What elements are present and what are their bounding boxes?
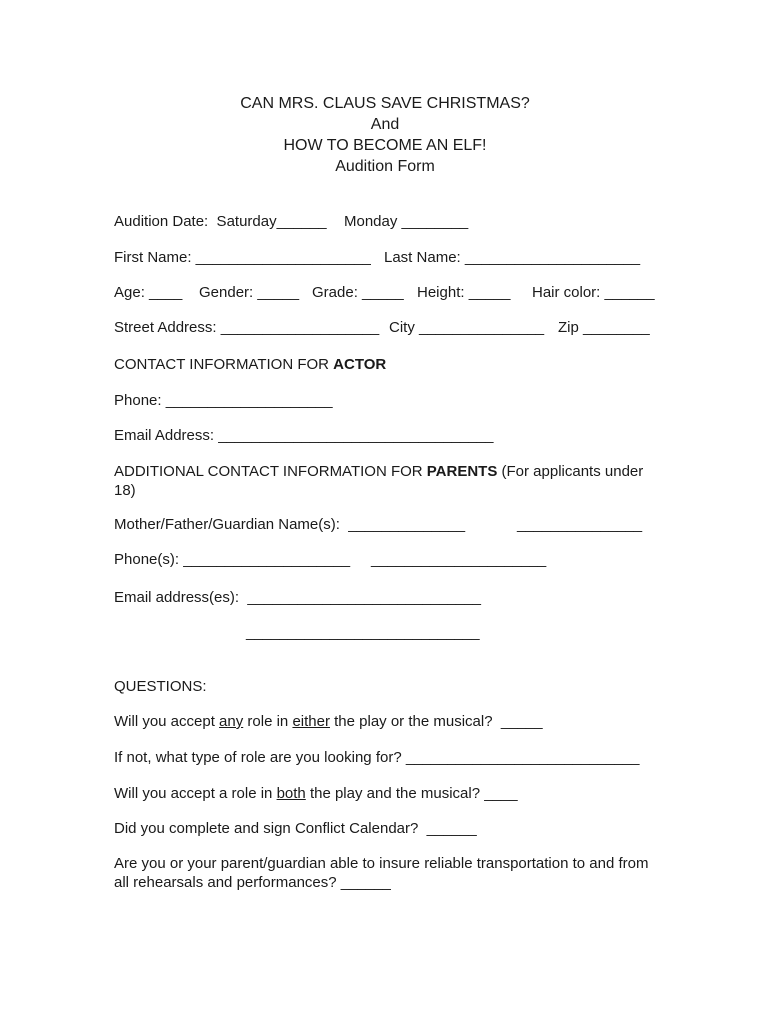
address-row — [0, 319, 770, 338]
question-emphasis: any — [219, 713, 244, 730]
question-text: role in — [243, 713, 293, 730]
question-conflict-calendar[interactable]: Did you complete and sign Conflict Calendar? ______ — [114, 820, 477, 837]
guardian-phone-field[interactable]: Phone(s): ____________________ — [114, 551, 351, 568]
form-title — [0, 93, 770, 177]
age-field[interactable]: Age: ____ — [114, 284, 183, 301]
zip-field[interactable]: Zip ________ — [558, 319, 650, 336]
audition-date-saturday-field[interactable]: Audition Date: Saturday______ — [114, 213, 327, 230]
title-line-4: Audition Form — [335, 158, 435, 175]
hair-color-field[interactable]: Hair color: ______ — [532, 284, 655, 301]
guardian-email-field-2[interactable]: ____________________________ — [246, 624, 480, 641]
question-text: the play or the musical? _____ — [329, 713, 543, 730]
gender-field[interactable]: Gender: _____ — [199, 284, 300, 301]
guardian-phones-row — [0, 551, 770, 570]
question-accept-any-role[interactable] — [114, 712, 543, 731]
city-field[interactable]: City _______________ — [389, 319, 545, 336]
audition-date-monday-field[interactable]: Monday ________ — [344, 213, 469, 230]
guardian-phone-field-2[interactable]: _____________________ — [371, 551, 547, 568]
details-row — [0, 284, 770, 303]
title-line-3: HOW TO BECOME AN ELF! — [283, 137, 487, 154]
actor-email-field[interactable]: Email Address: _________________________________ — [114, 427, 494, 444]
question-role-type[interactable]: If not, what type of role are you looking for? ____________________________ — [114, 749, 640, 766]
questions-heading: QUESTIONS: — [114, 678, 207, 695]
guardian-email-field[interactable]: Email address(es): ____________________________ — [114, 589, 481, 606]
height-field[interactable]: Height: _____ — [417, 284, 511, 301]
question-accept-both[interactable] — [114, 784, 518, 803]
guardian-names-row — [0, 516, 770, 535]
question-emphasis: both — [276, 785, 306, 802]
last-name-field[interactable]: Last Name: _____________________ — [384, 249, 641, 266]
name-row — [0, 249, 770, 268]
question-text: the play and the musical? ____ — [305, 785, 518, 802]
actor-contact-heading — [114, 355, 386, 374]
question-emphasis: either — [292, 713, 330, 730]
question-transportation[interactable]: Are you or your parent/guardian able to insure reliable transportation to and from all rehearsals and performances? ______ — [114, 855, 649, 891]
actor-contact-heading-bold: ACTOR — [333, 356, 387, 373]
title-line-2: And — [370, 116, 400, 133]
grade-field[interactable]: Grade: _____ — [312, 284, 404, 301]
parent-contact-heading — [114, 462, 659, 500]
question-text: Will you accept a role in — [114, 785, 277, 802]
street-address-field[interactable]: Street Address: ___________________ — [114, 319, 380, 336]
guardian-name-field-2[interactable]: _______________ — [517, 516, 643, 533]
actor-phone-field[interactable]: Phone: ____________________ — [114, 392, 333, 409]
audition-date-row — [0, 213, 770, 232]
guardian-name-field[interactable]: Mother/Father/Guardian Name(s): ______________ — [114, 516, 466, 533]
question-text: Will you accept — [114, 713, 220, 730]
first-name-field[interactable]: First Name: _____________________ — [114, 249, 371, 266]
parent-contact-heading-text: ADDITIONAL CONTACT INFORMATION FOR — [114, 463, 427, 480]
parent-contact-heading-note: (For applicants under 18) — [114, 463, 644, 499]
title-line-1: CAN MRS. CLAUS SAVE CHRISTMAS? — [240, 95, 530, 112]
actor-contact-heading-text: CONTACT INFORMATION FOR — [114, 356, 334, 373]
parent-contact-heading-bold: PARENTS — [426, 463, 498, 480]
